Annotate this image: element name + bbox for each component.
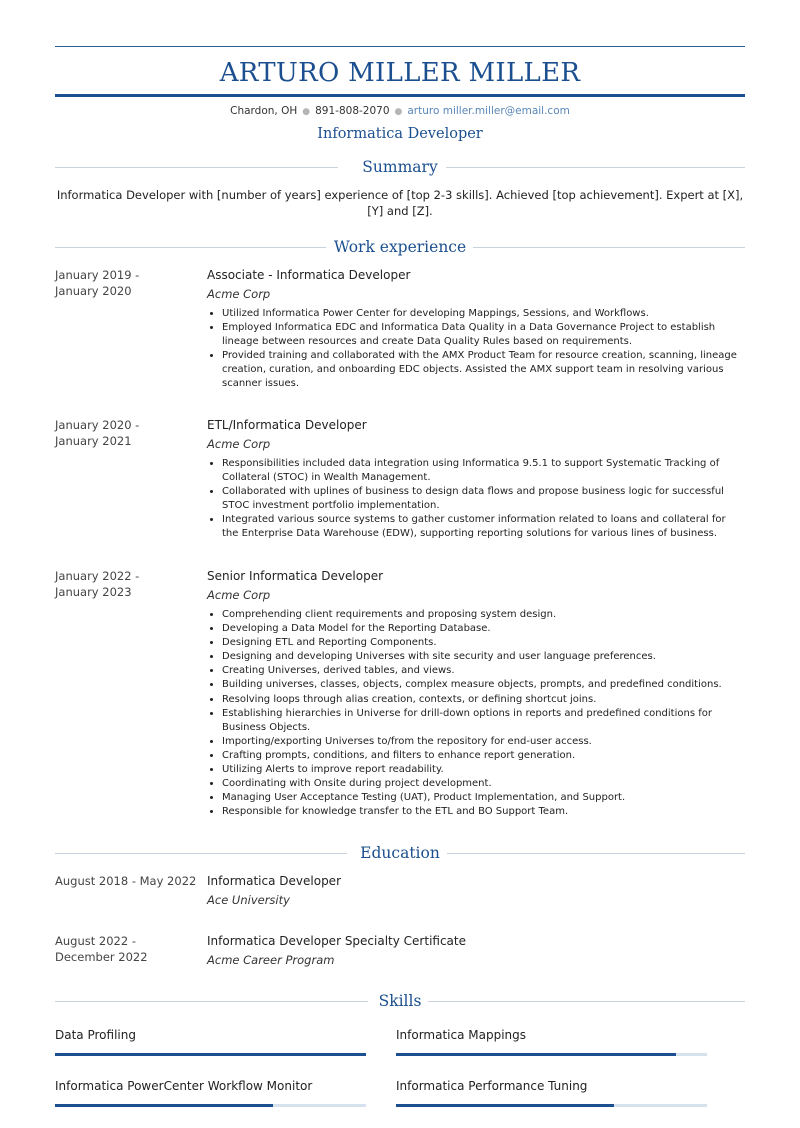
job-title: Informatica Developer bbox=[317, 126, 483, 142]
list-item: • Developing a Data Model for the Reporting Database. bbox=[222, 622, 745, 636]
skill-level-fill bbox=[55, 1104, 273, 1107]
job-company: Acme Corp bbox=[207, 287, 271, 301]
job-company: Acme Corp bbox=[207, 437, 271, 451]
skill-name: Informatica Performance Tuning bbox=[396, 1079, 588, 1093]
job-entry bbox=[207, 567, 745, 819]
list-item: • Designing ETL and Reporting Components. bbox=[222, 636, 745, 650]
degree-name: Informatica Developer Specialty Certificate bbox=[207, 934, 467, 948]
list-item: • Designing and developing Universes with site security and user language preferences. bbox=[222, 650, 745, 664]
name-underline bbox=[55, 94, 745, 97]
list-item: • Establishing hierarchies in Universe for drill-down options in reports and predefined conditions for Business Objects. bbox=[222, 707, 745, 735]
skill-name: Data Profiling bbox=[55, 1028, 136, 1042]
skill-item bbox=[55, 1026, 366, 1056]
list-item: • Coordinating with Onsite during project development. bbox=[222, 777, 745, 791]
heading-rule-right bbox=[428, 1001, 745, 1002]
education-entry bbox=[207, 932, 745, 969]
summary-heading: Summary bbox=[55, 156, 745, 178]
heading-rule-right bbox=[473, 247, 745, 248]
list-item: • Importing/exporting Universes to/from the repository for end-user access. bbox=[222, 735, 745, 749]
email-link[interactable]: arturo miller.miller@email.com bbox=[407, 105, 570, 117]
education-heading: Education bbox=[55, 842, 745, 864]
skill-name: Informatica Mappings bbox=[396, 1028, 527, 1042]
job-entry bbox=[207, 416, 745, 542]
skill-level-bar bbox=[55, 1104, 366, 1107]
top-rule bbox=[55, 46, 745, 47]
separator-dot-icon: ● bbox=[394, 107, 403, 117]
candidate-name: ARTURO MILLER MILLER bbox=[219, 58, 581, 88]
phone: 891-808-2070 bbox=[315, 105, 390, 117]
list-item: • Creating Universes, derived tables, and views. bbox=[222, 664, 745, 678]
skill-level-bar bbox=[396, 1053, 707, 1056]
skill-item bbox=[396, 1026, 707, 1056]
list-item: • Utilizing Alerts to improve report readability. bbox=[222, 763, 745, 777]
list-item: • Managing User Acceptance Testing (UAT), Product Implementation, and Support. bbox=[222, 791, 745, 805]
job-date: January 2020 - January 2021 bbox=[55, 418, 140, 448]
job-bullets bbox=[207, 457, 745, 542]
experience-heading: Work experience bbox=[55, 236, 745, 258]
resume-page bbox=[55, 0, 745, 1128]
job-role: Associate - Informatica Developer bbox=[207, 268, 411, 282]
separator-dot-icon: ● bbox=[302, 107, 311, 117]
heading-rule-right bbox=[446, 167, 745, 168]
list-item: • Crafting prompts, conditions, and filters to enhance report generation. bbox=[222, 749, 745, 763]
skill-level-bar bbox=[55, 1053, 366, 1056]
contact-line bbox=[55, 103, 745, 120]
degree-name: Informatica Developer bbox=[207, 874, 341, 888]
job-entry bbox=[207, 266, 745, 392]
job-date: January 2019 - January 2020 bbox=[55, 268, 140, 298]
job-company: Acme Corp bbox=[207, 588, 271, 602]
list-item: • Resolving loops through alias creation, contexts, or defining shortcut joins. bbox=[222, 693, 745, 707]
education-date: August 2022 - December 2022 bbox=[55, 934, 148, 964]
skill-name: Informatica PowerCenter Workflow Monitor bbox=[55, 1079, 313, 1093]
list-item: • Employed Informatica EDC and Informatica Data Quality in a Data Governance Project to establish lineage between resources and create Data Quality Rules based on requirements. bbox=[222, 321, 745, 349]
education-date: August 2018 - May 2022 bbox=[55, 874, 197, 888]
summary-text: Informatica Developer with [number of years] experience of [top 2-3 skills]. Achieved [top achievement]. Expert at [X], [Y] and [Z]. bbox=[56, 188, 744, 218]
list-item: • Integrated various source systems to gather customer information related to loans and collateral for the Enterprise Data Warehouse (EDW), supporting reporting solutions for various lines of business. bbox=[222, 513, 745, 541]
location: Chardon, OH bbox=[230, 105, 298, 117]
skill-item bbox=[396, 1077, 707, 1107]
job-bullets bbox=[207, 608, 745, 819]
list-item: • Provided training and collaborated with the AMX Product Team for resource creation, scanning, lineage creation, curation, and onboarding EDC objects. Assisted the AMX support team in resolving various scanner issues. bbox=[222, 349, 745, 391]
heading-rule-right bbox=[447, 853, 745, 854]
list-item: • Collaborated with uplines of business to design data flows and propose business logic for successful STOC investment portfolio implementation. bbox=[222, 485, 745, 513]
list-item: • Comprehending client requirements and proposing system design. bbox=[222, 608, 745, 622]
job-role: Senior Informatica Developer bbox=[207, 569, 384, 583]
skills-heading: Skills bbox=[55, 990, 745, 1012]
skill-level-fill bbox=[396, 1104, 614, 1107]
job-bullets bbox=[207, 307, 745, 392]
school-name: Ace University bbox=[207, 893, 290, 907]
list-item: • Utilized Informatica Power Center for developing Mappings, Sessions, and Workflows. bbox=[222, 307, 745, 321]
education-entry bbox=[207, 872, 745, 909]
list-item: • Responsibilities included data integration using Informatica 9.5.1 to support Systematic Tracking of Collateral (STOC) in Wealth Management. bbox=[222, 457, 745, 485]
school-name: Acme Career Program bbox=[207, 953, 335, 967]
job-date: January 2022 - January 2023 bbox=[55, 569, 140, 599]
skill-level-bar bbox=[396, 1104, 707, 1107]
list-item: • Building universes, classes, objects, complex measure objects, prompts, and predefined conditions. bbox=[222, 678, 745, 692]
skill-item bbox=[55, 1077, 366, 1107]
job-role: ETL/Informatica Developer bbox=[207, 418, 367, 432]
skill-level-fill bbox=[55, 1053, 366, 1056]
skill-level-fill bbox=[396, 1053, 676, 1056]
list-item: • Responsible for knowledge transfer to the ETL and BO Support Team. bbox=[222, 805, 745, 819]
